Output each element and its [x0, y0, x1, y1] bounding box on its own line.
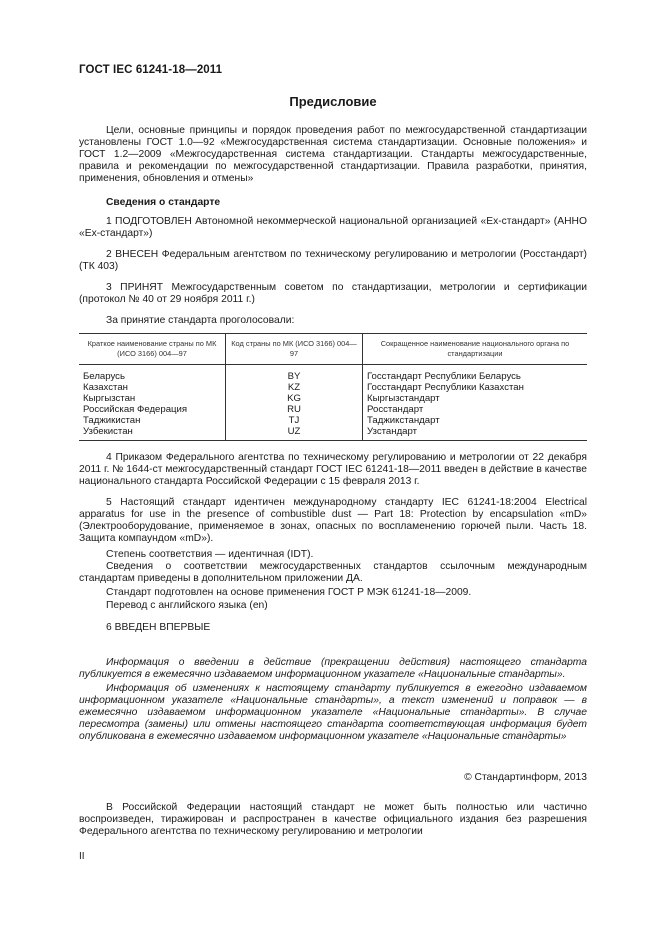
voting-table: [79, 333, 587, 441]
translation: Перевод с английского языка (en): [106, 600, 268, 611]
country-code: KG: [226, 393, 363, 404]
table-row: [79, 393, 587, 404]
item-3: 3 ПРИНЯТ Межгосударственным советом по стандартизации, метрологии и сертификации (протокол № 40 от 29 ноября 2011 г.): [79, 282, 587, 306]
standard-body: Таджикстандарт: [367, 415, 440, 426]
standard-body: Госстандарт Республики Беларусь: [367, 371, 521, 382]
item-4: 4 Приказом Федерального агентства по техническому регулированию и метрологии от 22 декабря 2011 г. № 1644-ст межгосударственный стандарт ГОСТ IEC 61241-18—2011 введен в действие в качестве национального стандарта Российской Федерации с 15 февраля 2013 г.: [79, 452, 587, 488]
col-country-code: Код страны по МК (ИСО 3166) 004—97: [226, 334, 363, 365]
standard-body: Кыргызстандарт: [367, 393, 440, 404]
table-header-row: [79, 334, 587, 365]
item-6: 6 ВВЕДЕН ВПЕРВЫЕ: [106, 622, 211, 633]
standard-body: Узстандарт: [363, 426, 588, 441]
preface-title: Предисловие: [289, 94, 377, 109]
conformity-degree: Степень соответствия — идентичная (IDT).: [106, 549, 314, 560]
country-name: Кыргызстан: [79, 393, 226, 404]
vote-intro: За принятие стандарта проголосовали:: [106, 315, 295, 326]
table-row: [79, 404, 587, 415]
legal-notice: В Российской Федерации настоящий стандарт не может быть полностью или частично воспроизведен, тиражирован и распространен в качестве официального издания без разрешения Федерального агентства по техническому регулированию и метрологии: [79, 802, 587, 838]
item-5: 5 Настоящий стандарт идентичен международному стандарту IEC 61241-18:2004 Electrical apparatus for use in the presence of combustible dust — Part 18: Protection by encapsulation «mD» (Электрооборудование, применяемое в зонах, опасных по воспламенению горючей пыли. Часть 18. Защита компаундом «mD»).: [79, 497, 587, 545]
info-changes: Информация об изменениях к настоящему стандарту публикуется в ежегодно издаваемом информационном указателе «Национальные стандарты», а текст изменений и поправок — в ежемесячно издаваемом информационном указателе «Национальные стандарты». В случае пересмотра (замены) или отмены настоящего стандарта соответствующая информация будет опубликована в ежемесячно издаваемом информационном указателе «Национальные стандарты»: [79, 683, 587, 743]
country-code: KZ: [226, 382, 363, 393]
item-2: 2 ВНЕСЕН Федеральным агентством по техническому регулированию и метрологии (Росстандарт) (ТК 403): [79, 249, 587, 273]
preface-intro: Цели, основные принципы и порядок проведения работ по межгосударственной стандартизации установлены ГОСТ 1.0—92 «Межгосударственная система стандартизации. Основные положения» и ГОСТ 1.2—2009 «Межгосударственная система стандартизации. Стандарты межгосударственные, правила и рекомендации по межгосударственной стандартизации. Правила разработки, принятия, применения, обновления и отмены»: [79, 125, 587, 185]
col-country-name: Краткое наименование страны по МК (ИСО 3166) 004—97: [79, 334, 226, 365]
country-name: Беларусь: [79, 365, 226, 383]
normative-refs: Сведения о соответствии межгосударственных стандартов ссылочным международным стандартам приведены в дополнительном приложении ДА.: [79, 561, 587, 585]
section-heading: Сведения о стандарте: [106, 197, 221, 208]
country-code: RU: [226, 404, 363, 415]
table-row: [79, 415, 587, 426]
table-row: [79, 365, 587, 383]
country-name: Казахстан: [79, 382, 226, 393]
based-on: Стандарт подготовлен на основе применения ГОСТ Р МЭК 61241-18—2009.: [106, 587, 472, 598]
country-code: BY: [226, 365, 363, 383]
item-1: 1 ПОДГОТОВЛЕН Автономной некоммерческой национальной организацией «Ех-стандарт» (АННО «Ех-стандарт»): [79, 216, 587, 240]
col-standard-body: Сокращенное наименование национального органа по стандартизации: [363, 334, 588, 365]
table-row: [79, 382, 587, 393]
country-name: Российская Федерация: [79, 404, 226, 415]
standard-body: Росстандарт: [367, 404, 424, 415]
country-code: UZ: [226, 426, 363, 441]
table-row: [79, 426, 587, 441]
standard-body: Госстандарт Республики Казахстан: [367, 382, 524, 393]
page-number: II: [79, 851, 85, 862]
info-publication: Информация о введении в действие (прекращении действия) настоящего стандарта публикуется в ежемесячно издаваемом информационном указателе «Национальные стандарты».: [79, 657, 587, 681]
country-name: Таджикистан: [79, 415, 226, 426]
country-name: Узбекистан: [79, 426, 226, 441]
copyright: © Стандартинформ, 2013: [464, 772, 587, 783]
document-code: ГОСТ IEC 61241-18—2011: [79, 64, 223, 76]
country-code: TJ: [226, 415, 363, 426]
